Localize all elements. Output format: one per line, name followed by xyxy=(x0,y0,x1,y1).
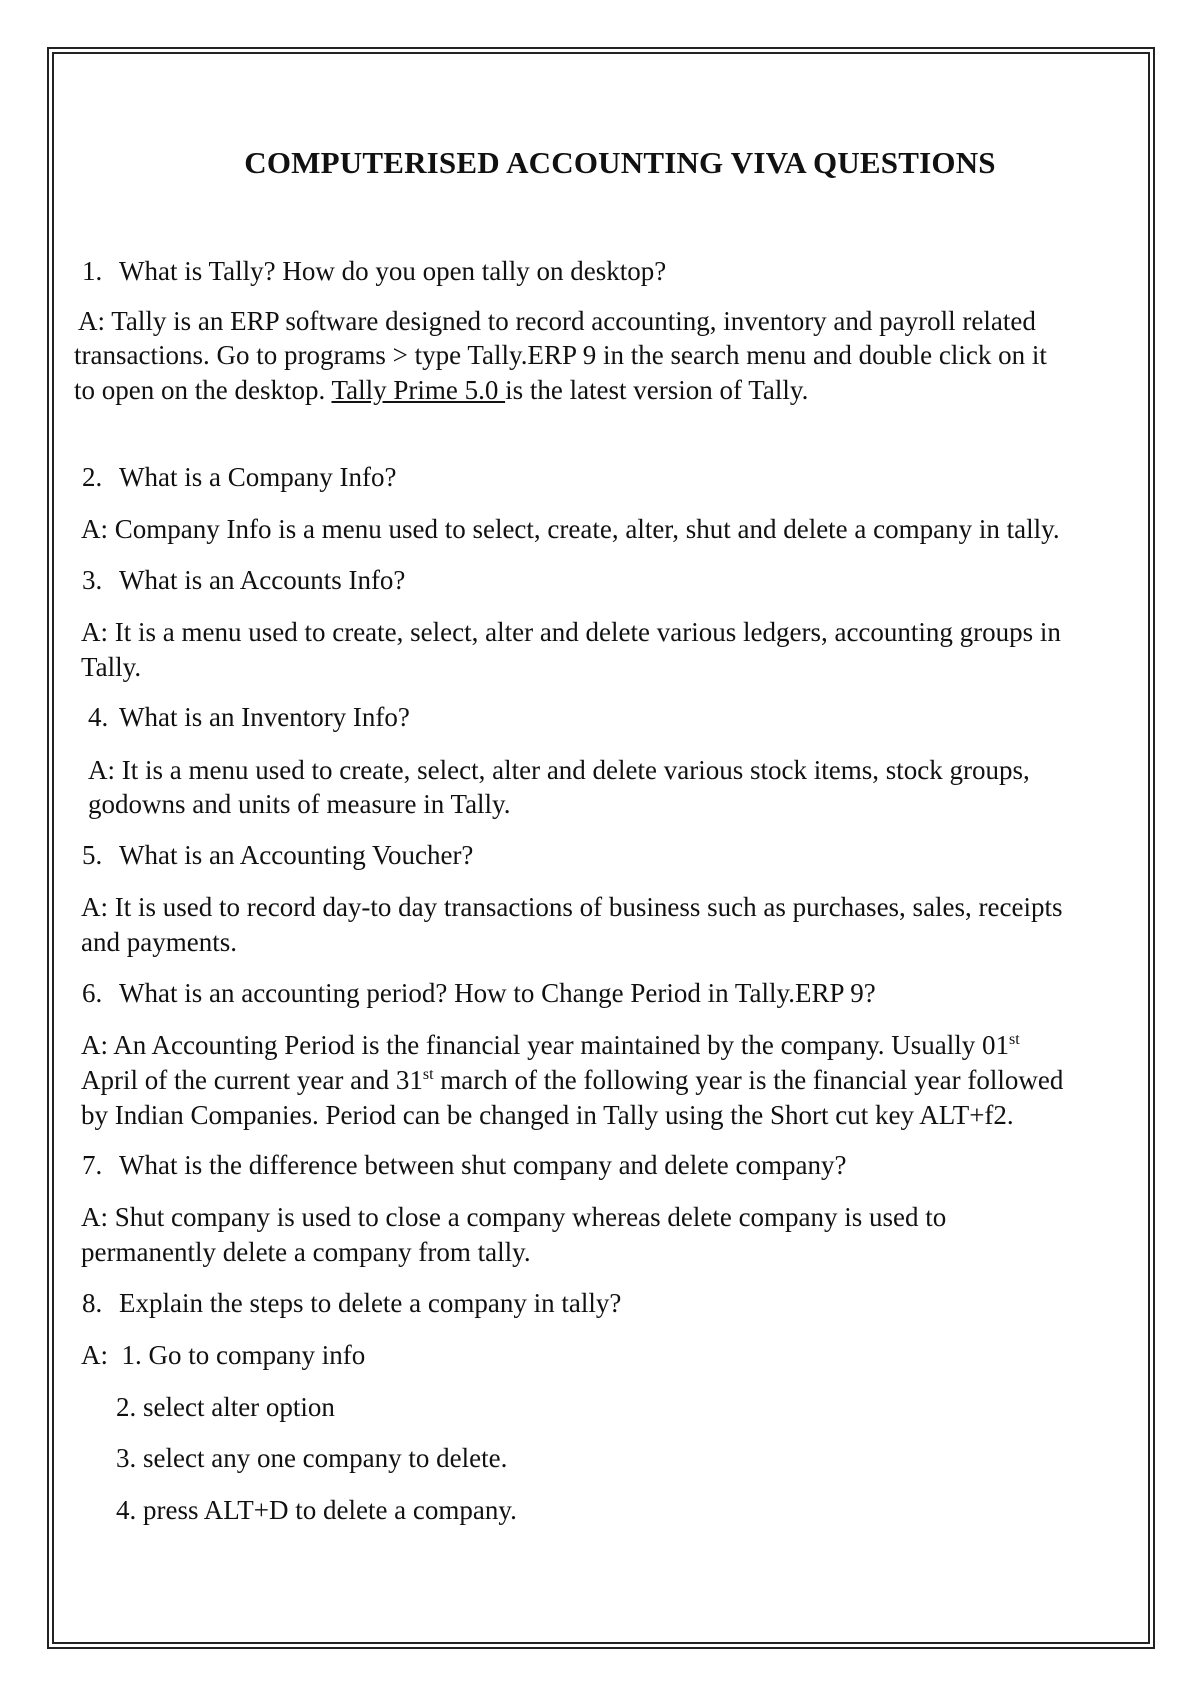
question-5-number: 5. xyxy=(82,840,103,870)
page-title: COMPUTERISED ACCOUNTING VIVA QUESTIONS xyxy=(244,145,996,180)
answer-1-line-3 xyxy=(74,373,808,408)
answer-5-line-2: and payments. xyxy=(81,927,237,957)
answer-5-line-1: A: It is used to record day-to day transactions of business such as purchases, sales, receipts xyxy=(81,892,1063,922)
question-2-text: What is a Company Info? xyxy=(119,462,397,492)
answer-8-step-4: 4. press ALT+D to delete a company. xyxy=(116,1495,517,1525)
answer-7-line-1: A: Shut company is used to close a company whereas delete company is used to xyxy=(81,1202,947,1232)
question-6-number: 6. xyxy=(82,978,103,1008)
question-7 xyxy=(82,1148,846,1183)
question-4-number: 4. xyxy=(88,702,109,732)
answer-1-line-1: A: Tally is an ERP software designed to record accounting, inventory and payroll related xyxy=(78,306,1036,336)
question-4-text: What is an Inventory Info? xyxy=(119,702,410,732)
answer-3-line-1: A: It is a menu used to create, select, alter and delete various ledgers, accounting groups in xyxy=(81,617,1061,647)
answer-4-line-2: godowns and units of measure in Tally. xyxy=(88,789,511,819)
answer-1-line-2: transactions. Go to programs > type Tally.ERP 9 in the search menu and double click on it xyxy=(74,340,1047,370)
question-3-text: What is an Accounts Info? xyxy=(119,565,406,595)
answer-6-superscript-2: st xyxy=(422,1066,434,1083)
question-3 xyxy=(82,563,405,598)
question-7-text: What is the difference between shut company and delete company? xyxy=(119,1150,847,1180)
question-1 xyxy=(82,254,666,289)
question-5-text: What is an Accounting Voucher? xyxy=(119,840,474,870)
answer-6-line-1-text: A: An Accounting Period is the financial year maintained by the company. Usually 01 xyxy=(81,1030,1010,1060)
question-5 xyxy=(82,838,473,873)
question-6 xyxy=(82,976,876,1011)
answer-8-step-1: 1. Go to company info xyxy=(121,1340,366,1370)
answer-6-line-2 xyxy=(81,1063,1063,1098)
answer-6-line-1 xyxy=(81,1028,1020,1063)
question-2 xyxy=(82,460,396,495)
answer-7-line-2: permanently delete a company from tally. xyxy=(81,1237,531,1267)
tally-prime-link-text: Tally Prime 5.0 xyxy=(331,375,506,405)
question-1-text: What is Tally? How do you open tally on desktop? xyxy=(119,256,667,286)
answer-8-step-2: 2. select alter option xyxy=(116,1392,335,1422)
answer-4-line-1: A: It is a menu used to create, select, alter and delete various stock items, stock groups, xyxy=(88,755,1030,785)
answer-6-superscript-1: st xyxy=(1009,1031,1020,1048)
question-8 xyxy=(82,1286,621,1321)
answer-3-line-2: Tally. xyxy=(81,652,142,682)
question-7-number: 7. xyxy=(82,1150,103,1180)
answer-2-line-1: A: Company Info is a menu used to select, create, alter, shut and delete a company in tally. xyxy=(81,514,1060,544)
question-1-number: 1. xyxy=(82,256,103,286)
question-8-text: Explain the steps to delete a company in tally? xyxy=(119,1288,622,1318)
answer-6-line-2-start: April of the current year and 31 xyxy=(81,1065,423,1095)
question-8-number: 8. xyxy=(82,1288,103,1318)
question-2-number: 2. xyxy=(82,462,103,492)
question-3-number: 3. xyxy=(82,565,103,595)
answer-6-line-3: by Indian Companies. Period can be changed in Tally using the Short cut key ALT+f2. xyxy=(81,1100,1014,1130)
answer-8-step-1-line xyxy=(81,1338,365,1373)
question-6-text: What is an accounting period? How to Change Period in Tally.ERP 9? xyxy=(119,978,876,1008)
answer-6-line-2-end: march of the following year is the financial year followed xyxy=(433,1065,1064,1095)
question-4 xyxy=(88,700,410,735)
answer-1-line-3-start: to open on the desktop. xyxy=(74,375,332,405)
answer-1-line-3-end: is the latest version of Tally. xyxy=(505,375,809,405)
answer-8-prefix: A: xyxy=(81,1340,122,1370)
answer-8-step-3: 3. select any one company to delete. xyxy=(116,1443,508,1473)
